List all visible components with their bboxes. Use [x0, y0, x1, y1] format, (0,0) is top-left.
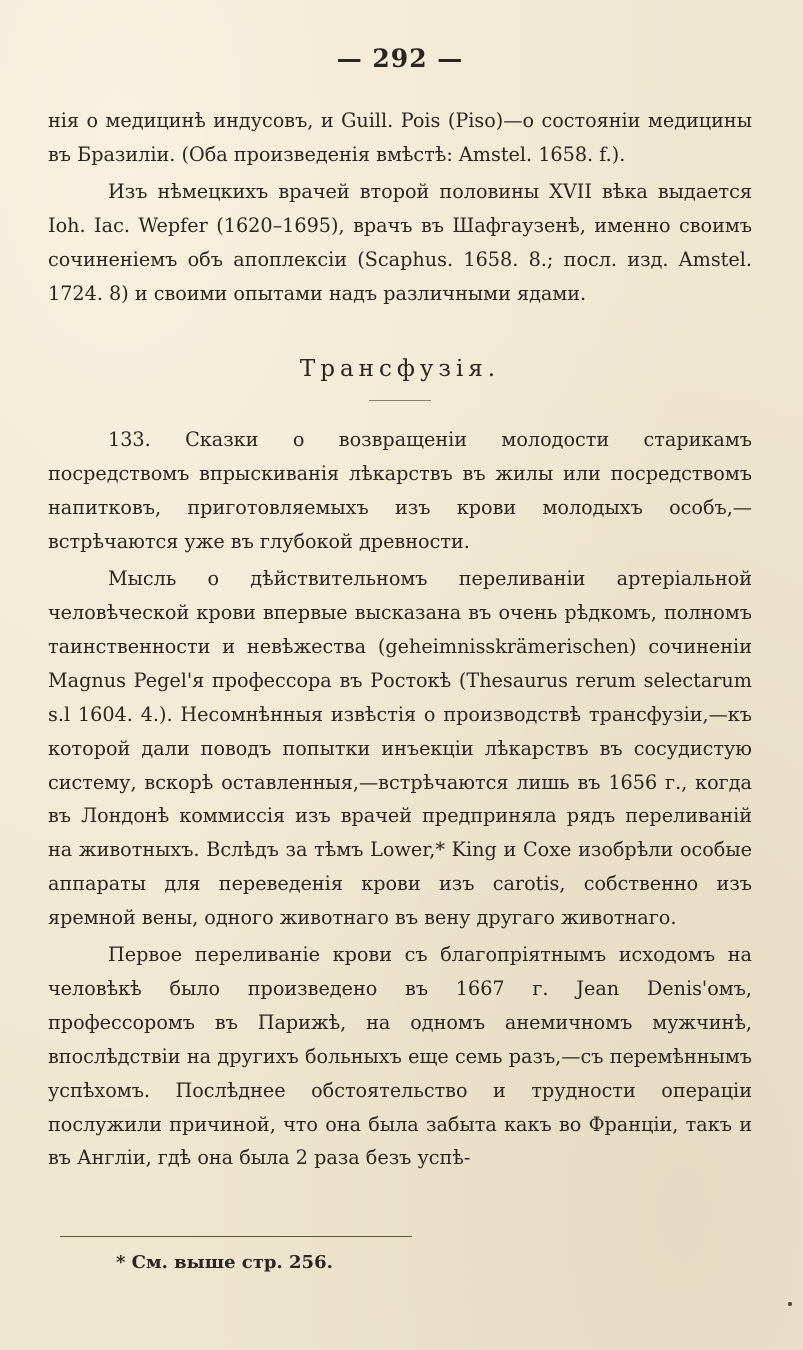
ink-speck — [788, 1302, 792, 1306]
footnote-divider — [60, 1236, 412, 1237]
paragraph-continuation: нія о медицинѣ индусовъ, и Guill. Pois (Piso)—о состояніи медицины въ Бразиліи. (Оба произведенія вмѣстѣ: Amstel. 1658. f.). — [48, 109, 752, 166]
paragraph-denis: Первое переливаніе крови съ благопріятнымъ исходомъ на человѣкѣ было произведено въ 1667 г. Jean Denis'омъ, профессоромъ въ Парижѣ, на одномъ анемичномъ мужчинѣ, впослѣдствіи на другихъ больныхъ еще семь разъ,—съ перемѣннымъ успѣхомъ. Послѣднее обстоятельство и трудности операціи послужили причиной, что она была забыта какъ во Франціи, такъ и въ Англіи, гдѣ она была 2 раза безъ успѣ- — [48, 943, 752, 1170]
book-page — [48, 0, 752, 1350]
footnote: * См. выше стр. 256. — [116, 1252, 333, 1273]
paragraph-133: 133. Сказки о возвращеніи молодости старикамъ посредствомъ впрыскиванія лѣкарствъ въ жилы или посредствомъ напитковъ, приготовляемыхъ изъ крови молодыхъ особъ,— встрѣчаются уже въ глубокой древности. — [48, 428, 752, 554]
paragraph-wepfer: Изъ нѣмецкихъ врачей второй половины XVII вѣка выдается Ioh. Iac. Wepfer (1620–1695), врачъ въ Шафгаузенѣ, именно своимъ сочиненіемъ объ апоплексіи (Scaphus. 1658. 8.; посл. изд. Amstel. 1724. 8) и своими опытами надъ различными ядами. — [48, 179, 752, 305]
page-body — [48, 104, 752, 1175]
page-number: — 292 — — [336, 44, 464, 73]
section-heading: Трансфузія. — [299, 356, 501, 383]
paragraph-pegel: Мысль о дѣйствительномъ переливаніи артеріальной человѣческой крови впервые высказана въ очень рѣдкомъ, полномъ таинственности и невѣжества (geheimnisskrämerischen) сочиненіи Magnus Pegel'я профессора въ Ростокѣ (Thesaurus rerum selectarum s.l 1604. 4.). Несомнѣнныя извѣстія о производствѣ трансфузіи,—къ которой дали поводъ попытки инъекціи лѣкарствъ въ сосудистую систему, вскорѣ оставленныя,—встрѣчаются лишь въ 1656 г., когда въ Лондонѣ коммиссія изъ врачей предприняла рядъ переливаній на животныхъ. Вслѣдъ за тѣмъ Lower,* King и Coxe изобрѣли особые аппараты для переведенія крови изъ carotis, собственно изъ яремной вены, одного животнаго въ вену другаго животнаго. — [48, 567, 752, 930]
heading-divider — [369, 400, 431, 401]
